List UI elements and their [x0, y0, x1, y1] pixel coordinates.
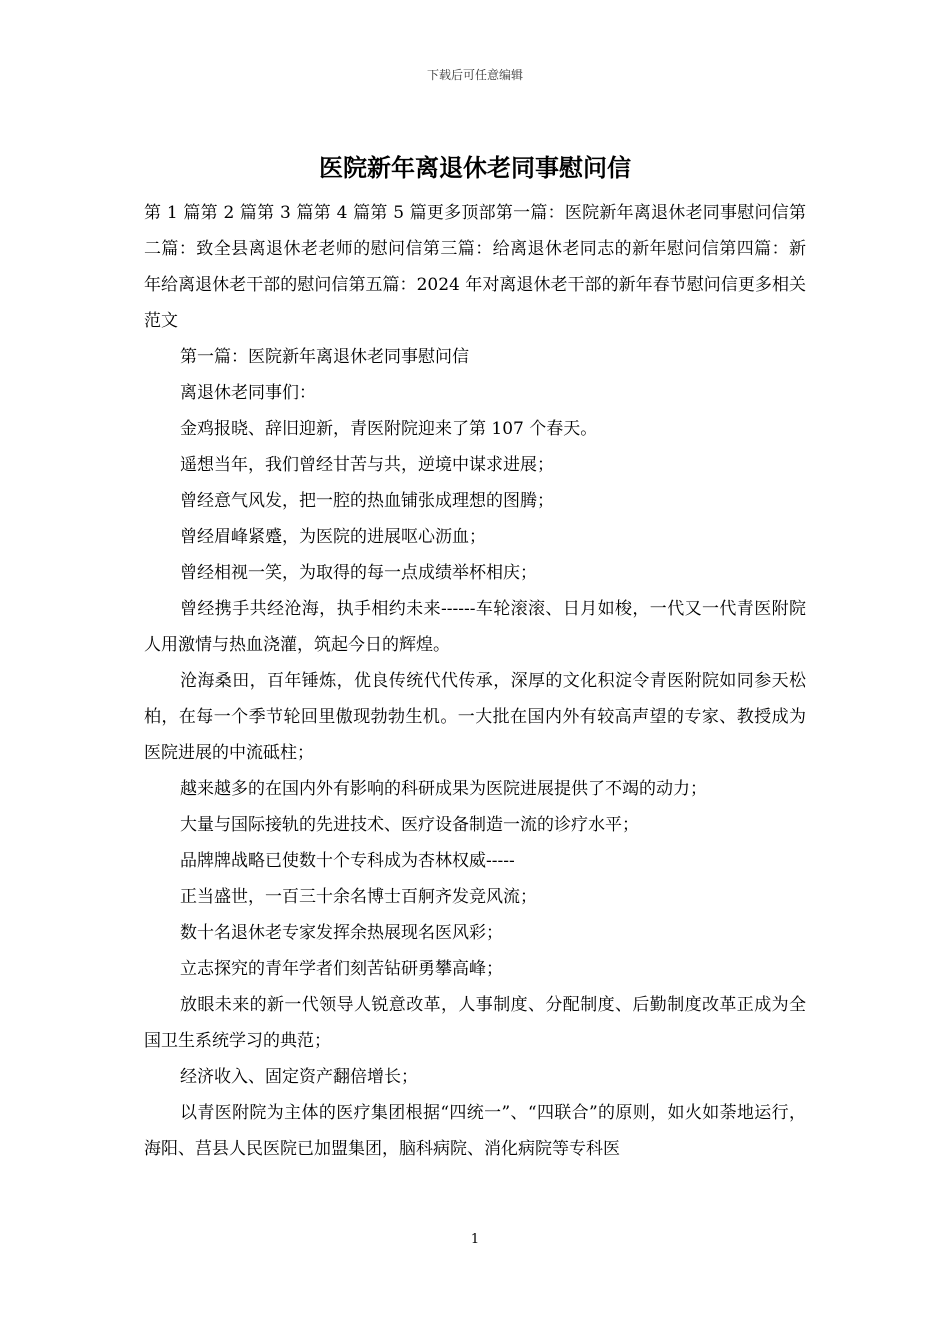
paragraph: 曾经意气风发，把一腔的热血铺张成理想的图腾； [180, 491, 554, 511]
paragraph: 曾经携手共经沧海，执手相约未来------车轮滚滚、日月如梭，一代又一代青医附院人用激情与热血浇灌，筑起今日的辉煌。 [144, 599, 806, 655]
paragraph: 遥想当年，我们曾经甘苦与共，逆境中谋求进展； [180, 455, 554, 475]
paragraph: 正当盛世，一百三十余名博士百舸齐发竞风流； [180, 887, 537, 907]
paragraph: 品牌牌战略已使数十个专科成为杏林权威----- [180, 851, 515, 871]
paragraph: 立志探究的青年学者们刻苦钻研勇攀高峰； [180, 959, 503, 979]
paragraph: 沧海桑田，百年锤炼，优良传统代代传承，深厚的文化积淀令青医附院如同参天松柏，在每一个季节轮回里傲现勃勃生机。一大批在国内外有较高声望的专家、教授成为医院进展的中流砥柱； [144, 671, 806, 763]
paragraph: 经济收入、固定资产翻倍增长； [180, 1067, 418, 1087]
paragraph: 曾经相视一笑，为取得的每一点成绩举杯相庆； [180, 563, 537, 583]
paragraph: 大量与国际接轨的先进技术、医疗设备制造一流的诊疗水平； [180, 815, 639, 835]
table-of-contents: 第 1 篇第 2 篇第 3 篇第 4 篇第 5 篇更多顶部第一篇：医院新年离退休老同事慰问信第二篇：致全县离退休老老师的慰问信第三篇：给离退休老同志的新年慰问信第四篇：新年给离退休老干部的慰问信第五篇：2024 年对离退休老干部的新年春节慰问信更多相关范文 [144, 203, 806, 331]
paragraph: 金鸡报晓、辞旧迎新，青医附院迎来了第 107 个春天。 [180, 419, 598, 439]
page-number: 1 [470, 1232, 480, 1247]
paragraph: 数十名退休老专家发挥余热展现名医风彩； [180, 923, 503, 943]
paragraph: 第一篇：医院新年离退休老同事慰问信 [180, 347, 469, 367]
document-body [144, 195, 806, 1167]
paragraph: 曾经眉峰紧蹙，为医院的进展呕心沥血； [180, 527, 486, 547]
paragraph: 放眼未来的新一代领导人锐意改革，人事制度、分配制度、后勤制度改革正成为全国卫生系统学习的典范； [144, 995, 806, 1051]
paragraph: 离退休老同事们： [180, 383, 316, 403]
document-title: 医院新年离退休老同事慰问信 [319, 153, 631, 182]
paragraph: 以青医附院为主体的医疗集团根据“四统一”、“四联合”的原则，如火如荼地运行，海阳、莒县人民医院已加盟集团，脑科病院、消化病院等专科医 [144, 1103, 806, 1159]
page-header-note: 下载后可任意编辑 [426, 68, 523, 82]
paragraph: 越来越多的在国内外有影响的科研成果为医院进展提供了不竭的动力； [180, 779, 707, 799]
